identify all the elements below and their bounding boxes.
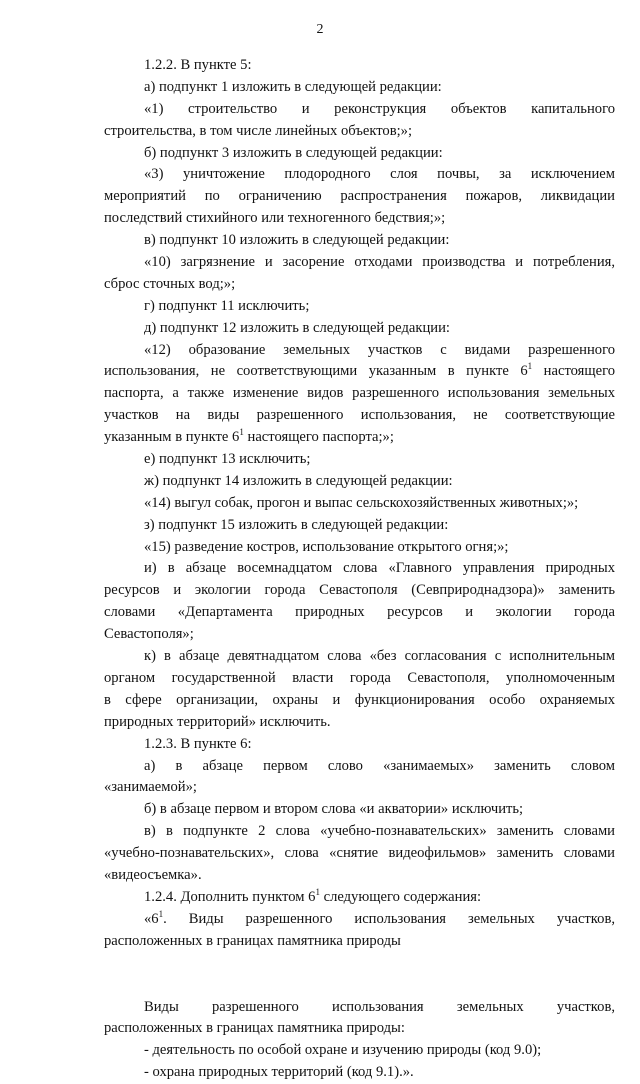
text-segment: словами «Департамента природных ресурсов и экологии города — [104, 604, 615, 621]
text-segment: з) подпункт 15 изложить в следующей редакции: — [144, 516, 449, 533]
document-body — [104, 55, 615, 1084]
text-line — [104, 143, 615, 165]
superscript: 1 — [158, 908, 164, 919]
text-line — [104, 55, 615, 77]
text-line — [104, 252, 615, 274]
text-line — [104, 296, 615, 318]
text-segment: сброс сточных вод;»; — [104, 275, 236, 292]
text-line — [104, 230, 615, 252]
text-line — [104, 580, 615, 602]
text-line — [104, 997, 615, 1019]
superscript: 1 — [239, 427, 244, 438]
text-segment: «видеосъемка». — [104, 866, 202, 883]
text-segment: а) в абзаце первом слово «занимаемых» заменить словом — [144, 757, 615, 774]
text-segment: д) подпункт 12 изложить в следующей редакции: — [144, 319, 450, 336]
text-segment: указанным в пункте 6 — [104, 429, 240, 446]
text-line — [104, 799, 615, 821]
text-segment: «10) загрязнение и засорение отходами производства и потребления, — [144, 254, 615, 271]
text-segment: мероприятий по ограничению распространения пожаров, ликвидации — [104, 188, 615, 205]
text-segment: строительства, в том числе линейных объектов;»; — [104, 122, 413, 139]
text-segment: - охрана природных территорий (код 9.1).». — [144, 1064, 414, 1081]
page-number: 2 — [316, 22, 324, 37]
text-line — [104, 471, 615, 493]
text-line — [104, 558, 615, 580]
text-line — [104, 405, 615, 427]
text-segment: е) подпункт 13 исключить; — [144, 451, 311, 468]
text-line — [104, 909, 615, 931]
text-segment: настоящего — [532, 363, 615, 380]
superscript: 1 — [527, 361, 533, 372]
text-segment: ресурсов и экологии города Севастополя (Севприроднадзора)» заменить — [104, 582, 615, 599]
text-line — [104, 624, 615, 646]
text-line — [104, 449, 615, 471]
text-line — [104, 537, 615, 559]
text-segment: к) в абзаце девятнадцатом слова «без согласования с исполнительным — [144, 648, 615, 665]
text-line — [104, 602, 615, 624]
text-line — [104, 777, 615, 799]
text-segment: в) в подпункте 2 слова «учебно-познавательских» заменить словами — [144, 823, 615, 840]
text-segment: паспорта, а также изменение видов разрешенного использования земельных — [104, 385, 615, 402]
text-segment: «3) уничтожение плодородного слоя почвы, за исключением — [144, 166, 615, 183]
text-segment: природных территорий» исключить. — [104, 713, 331, 730]
text-segment: - деятельность по особой охране и изучению природы (код 9.0); — [144, 1042, 542, 1059]
text-segment: б) в абзаце первом и втором слова «и акватории» исключить; — [144, 801, 524, 818]
text-segment: . Виды разрешенного использования земельных участков, — [163, 910, 615, 927]
text-segment: в сфере организации, охраны и функционирования особо охраняемых — [104, 691, 615, 708]
text-segment: б) подпункт 3 изложить в следующей редакции: — [144, 144, 443, 161]
text-line — [104, 515, 615, 537]
text-segment: следующего содержания: — [319, 888, 482, 905]
text-segment: «14) выгул собак, прогон и выпас сельскохозяйственных животных;»; — [144, 494, 579, 511]
text-segment: «1) строительство и реконструкция объектов капитального — [144, 100, 615, 117]
text-segment: 1.2.3. В пункте 6: — [144, 735, 252, 752]
superscript: 1 — [315, 886, 320, 897]
text-segment: «занимаемой»; — [104, 779, 197, 796]
text-line — [104, 361, 615, 383]
text-line — [104, 164, 615, 186]
text-segment: и) в абзаце восемнадцатом слова «Главного управления природных — [144, 560, 615, 577]
text-line — [104, 865, 615, 887]
text-line — [104, 208, 615, 230]
text-line — [104, 383, 615, 405]
text-segment: участков на виды разрешенного использования, не соответствующие — [104, 407, 615, 424]
text-line — [104, 843, 615, 865]
text-line — [104, 756, 615, 778]
text-line — [104, 668, 615, 690]
text-segment: органом государственной власти города Севастополя, уполномоченным — [104, 669, 615, 686]
text-segment: Севастополя»; — [104, 626, 194, 643]
text-segment: расположенных в границах памятника природы: — [104, 1020, 405, 1037]
text-line — [104, 77, 615, 99]
text-line — [104, 1040, 615, 1062]
text-segment: а) подпункт 1 изложить в следующей редакции: — [144, 78, 442, 95]
text-line — [104, 186, 615, 208]
text-segment: в) подпункт 10 изложить в следующей редакции: — [144, 232, 450, 249]
text-segment: использования, не соответствующими указанным в пункте 6 — [104, 363, 528, 380]
text-line — [104, 427, 615, 449]
text-segment: «15) разведение костров, использование открытого огня;»; — [144, 538, 509, 555]
text-segment: расположенных в границах памятника природы — [104, 932, 401, 949]
text-line — [104, 712, 615, 734]
text-line — [104, 646, 615, 668]
text-line — [104, 931, 615, 953]
text-line — [104, 734, 615, 756]
blank-line — [104, 975, 615, 997]
text-line — [104, 493, 615, 515]
text-segment: г) подпункт 11 исключить; — [144, 297, 310, 314]
text-line — [104, 1062, 615, 1084]
text-segment: «6 — [144, 910, 159, 927]
text-line — [104, 887, 615, 909]
text-segment: 1.2.2. В пункте 5: — [144, 57, 252, 73]
text-segment: Виды разрешенного использования земельных участков, — [144, 998, 615, 1015]
text-segment: ж) подпункт 14 изложить в следующей редакции: — [144, 472, 453, 489]
blank-line — [104, 953, 615, 975]
text-segment: последствий стихийного или техногенного бедствия;»; — [104, 210, 446, 227]
text-line — [104, 821, 615, 843]
text-line — [104, 690, 615, 712]
text-segment: «учебно-познавательских», слова «снятие видеофильмов» заменить словами — [104, 845, 615, 862]
text-line — [104, 121, 615, 143]
text-line — [104, 318, 615, 340]
text-segment: 1.2.4. Дополнить пунктом 6 — [144, 888, 316, 905]
text-line — [104, 340, 615, 362]
text-line — [104, 1018, 615, 1040]
text-line — [104, 274, 615, 296]
text-line — [104, 99, 615, 121]
text-segment: настоящего паспорта;»; — [243, 429, 394, 446]
text-segment: «12) образование земельных участков с видами разрешенного — [144, 341, 615, 358]
